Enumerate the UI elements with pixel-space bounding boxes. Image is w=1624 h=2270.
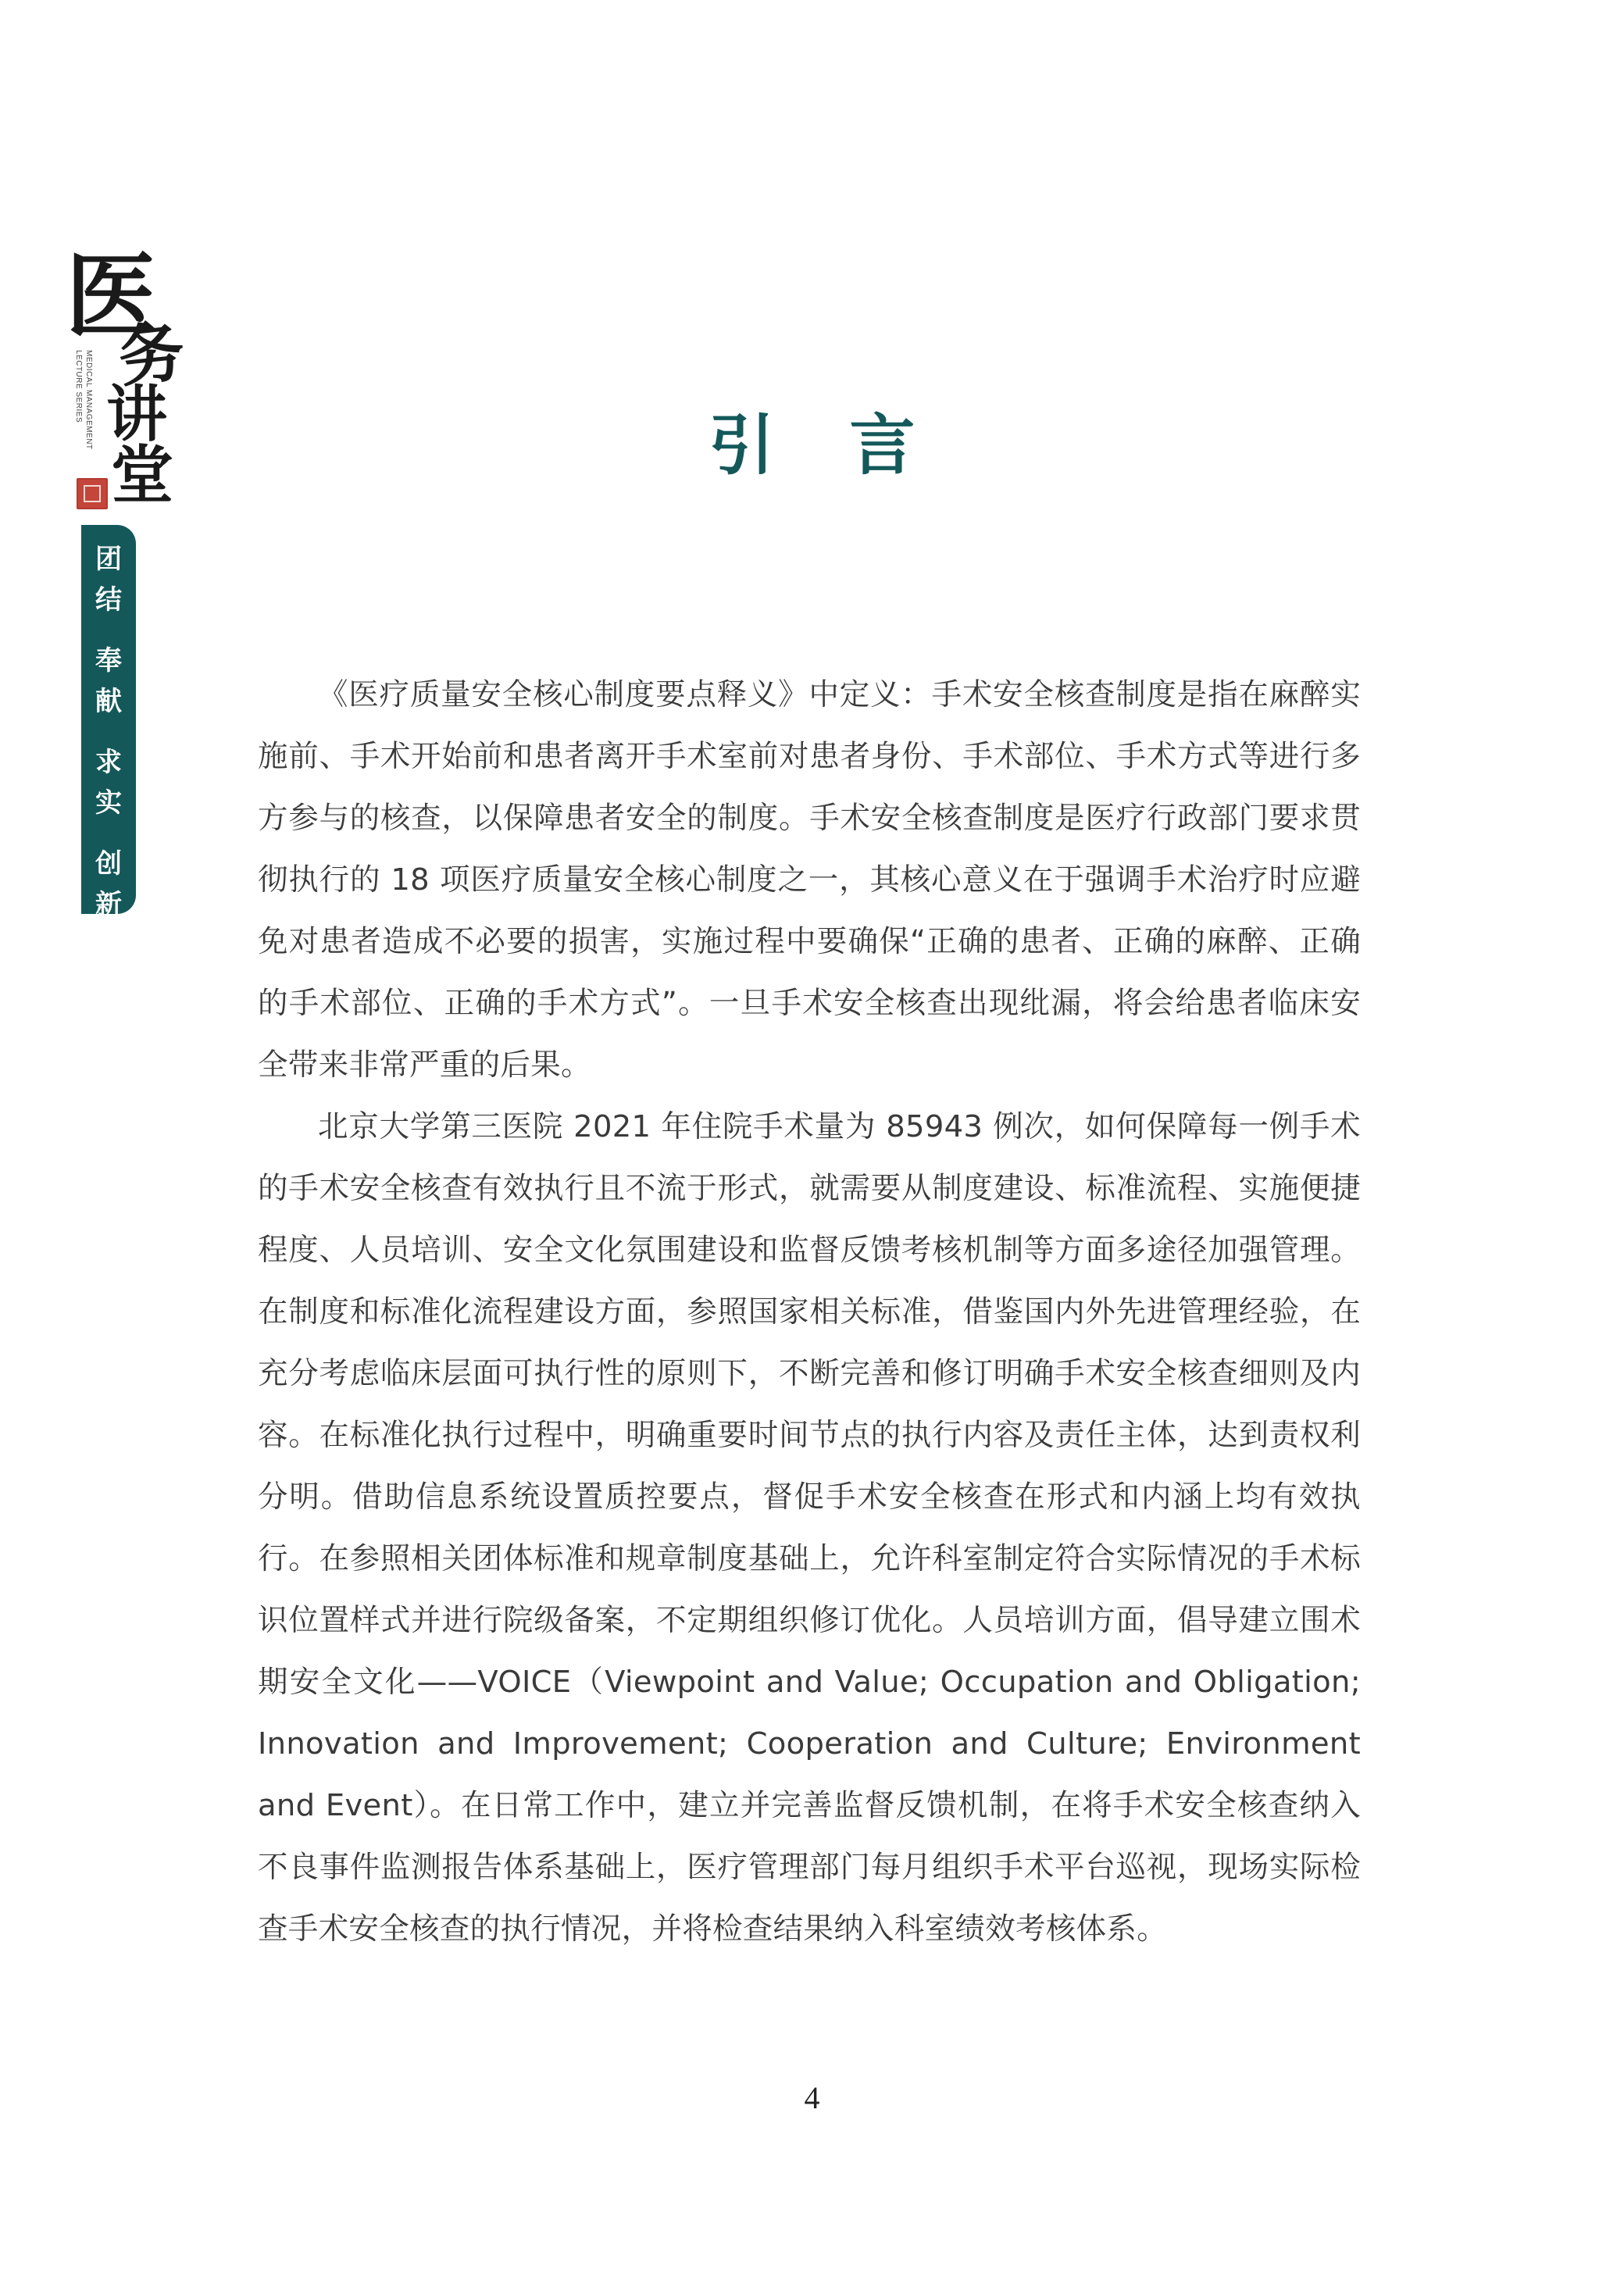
motto-char: 献 [95, 686, 122, 717]
logo-char-2: 务 [115, 312, 188, 397]
logo-char-1: 医 [66, 241, 159, 350]
motto-tab [81, 525, 136, 920]
page-number: 4 [804, 2080, 820, 2115]
logo-char-4: 堂 [111, 438, 173, 512]
logo-english-line-2: LECTURE SERIES [74, 350, 83, 423]
paragraph-1: 《医疗质量安全核心制度要点释义》中定义：手术安全核查制度是指在麻醉实施前、手术开始前和患者离开手术室前对患者身份、手术部位、手术方式等进行多方参与的核查，以保障患者安全的制度。手术安全核查制度是医疗行政部门要求贯彻执行的 18 项医疗质量安全核心制度之一，其核心意义在于强调手术治疗时应避免对患者造成不必要的损害，实施过程中要确保“正确的患者、正确的麻醉、正确的手术部位、正确的手术方式”。一旦手术安全核查出现纰漏，将会给患者临床安全带来非常严重的后果。 [258, 677, 1361, 1083]
motto-group-1 [95, 539, 122, 620]
motto-group-4 [95, 844, 122, 925]
motto-char: 实 [95, 787, 122, 819]
motto-char: 求 [95, 747, 122, 778]
motto-char: 创 [95, 848, 122, 880]
body-text [258, 664, 1361, 1960]
page-title: 引言 [708, 407, 990, 484]
motto-char: 新 [95, 889, 122, 920]
logo-english-line-1: MEDICAL MANAGEMENT [84, 350, 93, 450]
paragraph-2: 北京大学第三医院 2021 年住院手术量为 85943 例次，如何保障每一例手术的手术安全核查有效执行且不流于形式，就需要从制度建设、标准流程、实施便捷程度、人员培训、安全文化氛围建设和监督反馈考核机制等方面多途径加强管理。在制度和标准化流程建设方面，参照国家相关标准，借鉴国内外先进管理经验，在充分考虑临床层面可执行性的原则下，不断完善和修订明确手术安全核查细则及内容。在标准化执行过程中，明确重要时间节点的执行内容及责任主体，达到责权利分明。借助信息系统设置质控要点，督促手术安全核查在形式和内涵上均有效执行。在参照相关团体标准和规章制度基础上，允许科室制定符合实际情况的手术标识位置样式并进行院级备案，不定期组织修订优化。人员培训方面，倡导建立围术期安全文化——VOICE（Viewpoint and Value; Occupation and Obligation; Innovation and Improvement; Cooperation and Culture; Environment and Event）。在日常工作中，建立并完善监督反馈机制，在将手术安全核查纳入不良事件监测报告体系基础上，医疗管理部门每月组织手术平台巡视，现场实际检查手术安全核查的执行情况，并将检查结果纳入科室绩效考核体系。 [258, 1109, 1361, 1947]
motto-group-2 [95, 641, 122, 722]
motto-group-3 [95, 742, 122, 823]
motto-char: 奉 [95, 645, 122, 676]
motto-char: 结 [95, 584, 122, 616]
motto-char: 团 [95, 544, 122, 575]
logo-char-3: 讲 [106, 379, 168, 450]
